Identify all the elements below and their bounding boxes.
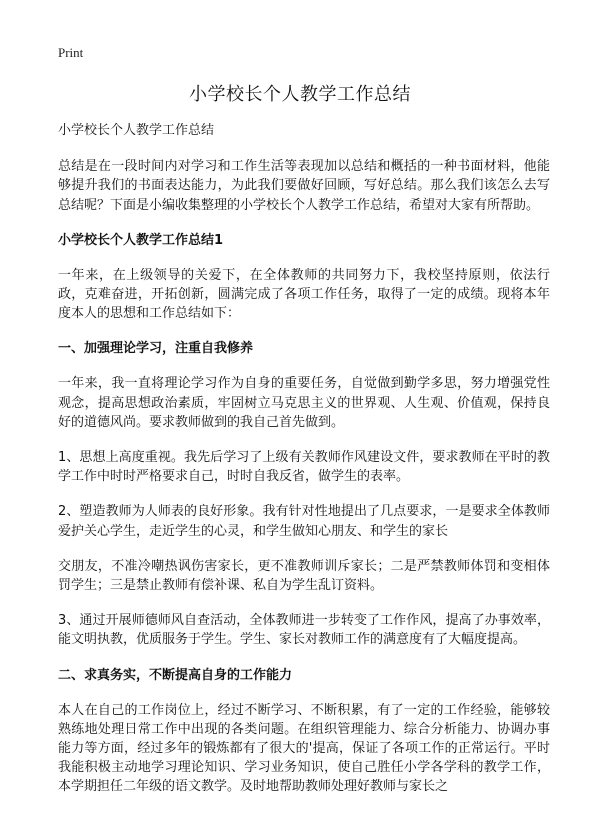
document-title: 小学校长个人教学工作总结 [189,84,411,105]
document-body [58,121,550,813]
item-1-paragraph: 1、思想上高度重视。我先后学习了上级有关教师作风建设文件，要求教师在平时的教学工作中时时严格要求自己，时时自我反省，做学生的表率。 [58,450,550,485]
item-2-paragraph: 2、塑造教师为人师表的良好形象。我有针对性地提出了几点要求，一是要求全体教师爱护关心学生，走近学生的心灵，和学生做知心朋友、和学生的家长 [58,504,550,539]
print-link[interactable]: Print [58,45,84,60]
section-heading-work-ability: 二、求真务实，不断提高自身的工作能力 [58,667,293,683]
section-heading-summary-1: 小学校长个人教学工作总结1 [58,232,224,248]
summary-1-opening-paragraph: 一年来，在上级领导的关爱下，在全体教师的共同努力下，我校坚持原则，依法行政，克难奋进，开拓创新，圆满完成了各项工作任务，取得了一定的成绩。现将本年度本人的思想和工作总结如下： [58,267,550,322]
work-ability-paragraph: 本人在自己的工作岗位上，经过不断学习、不断积累，有了一定的工作经验，能够较熟练地处理日常工作中出现的各类问题。在组织管理能力、综合分析能力、协调办事能力等方面，经过多年的锻炼都有了很大的'提高，保证了各项工作的正常运行。平时我能积极主动地学习理论知识、学习业务知识，使自己胜任小学各学科的教学工作，本学期担任二年级的语文教学。及时地帮助教师处理好教师与家长之 [58,702,550,795]
theory-study-paragraph: 一年来，我一直将理论学习作为自身的重要任务，自觉做到勤学多思，努力增强党性观念，提高思想政治素质，牢固树立马克思主义的世界观、人生观、价值观，保持良好的道德风尚。要求教师做到的我自己首先做到。 [58,376,550,430]
section-heading-theory-study: 一、加强理论学习，注重自我修养 [58,341,254,357]
item-2-continued-paragraph: 交朋友，不准冷嘲热讽伤害家长，更不准教师训斥家长；二是严禁教师体罚和变相体罚学生；三是禁止教师有偿补课、私自为学生乱订资料。 [58,558,550,594]
item-3-paragraph: 3、通过开展师德师风自查活动，全体教师进一步转变了工作作风，提高了办事效率，能文明执教，优质服务于学生。学生、家长对教师工作的满意度有了大幅度提高。 [58,613,550,648]
intro-paragraph: 总结是在一段时间内对学习和工作生活等表现加以总结和概括的一种书面材料，他能够提升我们的书面表达能力，为此我们要做好回顾，写好总结。那么我们该怎么去写总结呢？下面是小编收集整理的小学校长个人教学工作总结，希望对大家有所帮助。 [58,159,550,213]
subtitle-paragraph: 小学校长个人教学工作总结 [58,123,215,138]
